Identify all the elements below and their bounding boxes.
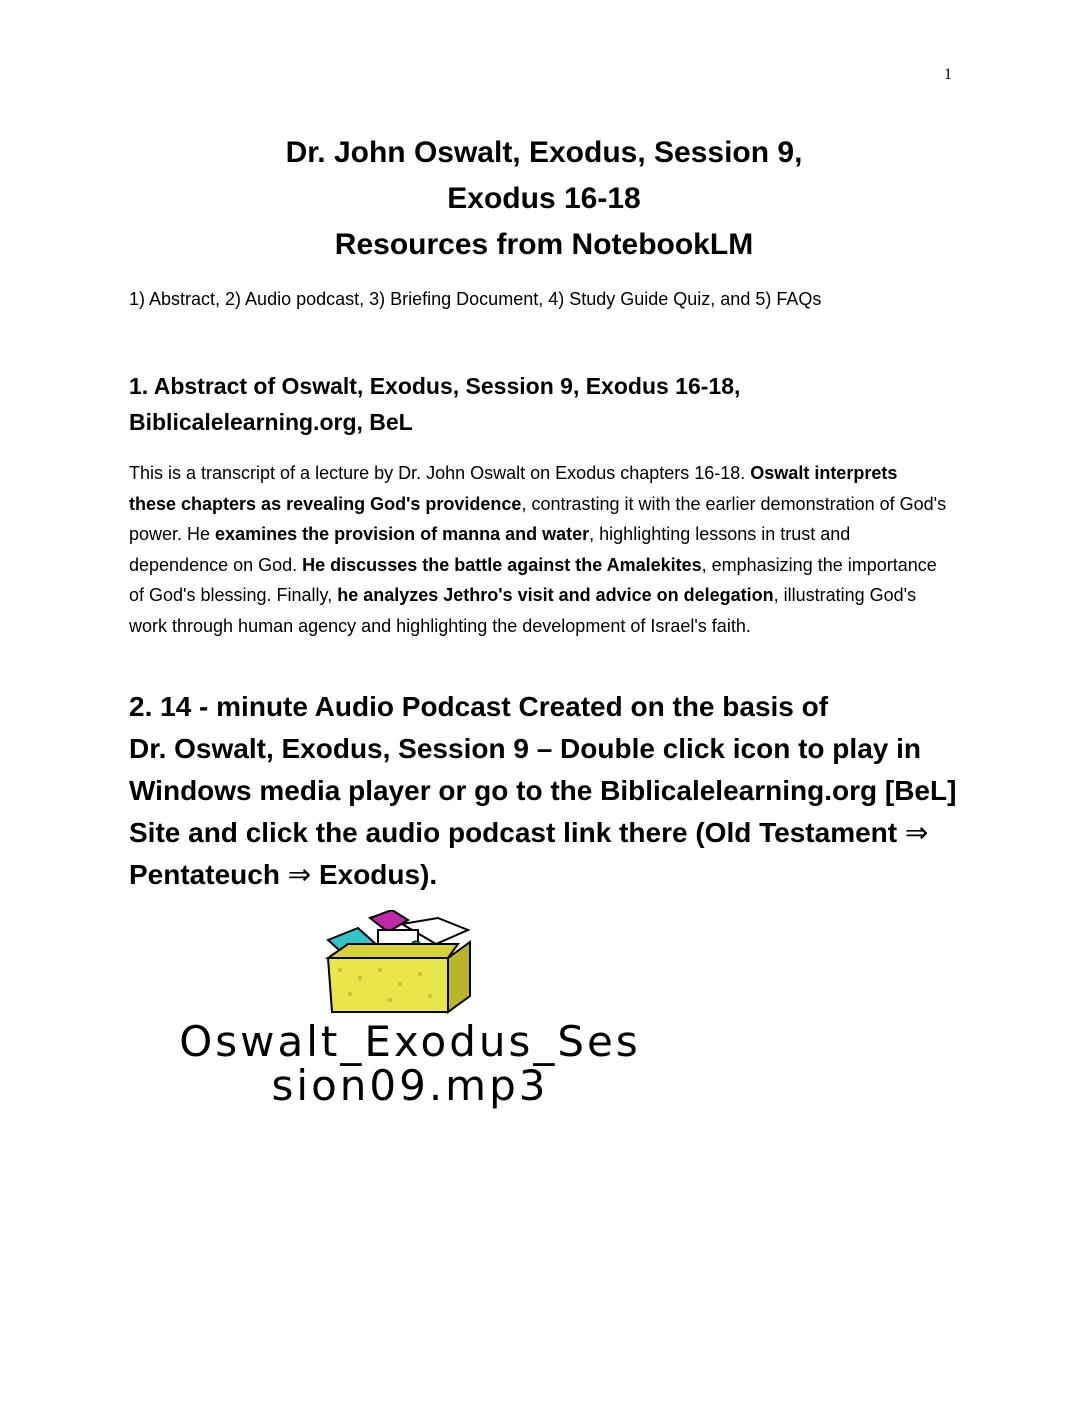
abstract-text: , illustrating God's work through human agency and highlighting the development of Israel's faith. bbox=[129, 585, 917, 636]
abstract-text: , highlighting lessons in trust and dependence on God. bbox=[129, 524, 851, 575]
podcast-heading bbox=[129, 686, 979, 896]
arrow-right-icon: ⇒ bbox=[904, 816, 929, 849]
abstract-text-bold: examines the provision of manna and water bbox=[215, 524, 590, 544]
abstract-text-bold: Oswalt interprets these chapters as revealing God's providence bbox=[129, 463, 898, 514]
abstract-heading bbox=[129, 368, 959, 440]
podcast-heading-part-3: Pentateuch bbox=[129, 859, 288, 890]
abstract-heading-line-1: 1. Abstract of Oswalt, Exodus, Session 9, Exodus 16-18, bbox=[129, 373, 741, 399]
arrow-right-icon: ⇒ bbox=[287, 858, 312, 891]
document-title bbox=[0, 130, 1088, 268]
abstract-text-bold: He discusses the battle against the Amalekites bbox=[302, 554, 702, 575]
abstract-text: , contrasting it with the earlier demonstration of God's power. He bbox=[129, 493, 947, 544]
abstract-text: This is a transcript of a lecture by Dr. John Oswalt on Exodus chapters 16-18. bbox=[129, 463, 751, 483]
filename-line-2: sion09.mp3 bbox=[271, 1061, 549, 1110]
audio-file-link[interactable] bbox=[130, 1017, 690, 1110]
media-package-icon-graphic bbox=[318, 910, 488, 1016]
podcast-heading-part-2: Dr. Oswalt, Exodus, Session 9 – Double click icon to play in Windows media player or go to the Biblicalelearning.org [BeL] Site and click the audio podcast link there (Old Testament bbox=[129, 733, 957, 848]
podcast-heading-part-4: Exodus). bbox=[311, 859, 438, 890]
page-number: 1 bbox=[944, 66, 952, 83]
podcast-heading-part-1: 2. 14 - minute Audio Podcast Created on the basis of bbox=[129, 691, 829, 722]
title-line-3: Resources from NotebookLM bbox=[334, 228, 754, 261]
abstract-text: , emphasizing the importance of God's blessing. Finally, bbox=[129, 554, 937, 605]
filename-line-1: Oswalt_Exodus_Ses bbox=[179, 1017, 641, 1066]
abstract-text-bold: he analyzes Jethro's visit and advice on delegation bbox=[337, 585, 774, 605]
abstract-heading-line-2: Biblicalelearning.org, BeL bbox=[129, 409, 413, 435]
media-package-icon[interactable] bbox=[318, 910, 488, 1016]
title-line-1: Dr. John Oswalt, Exodus, Session 9, bbox=[285, 136, 803, 169]
abstract-paragraph bbox=[129, 458, 949, 641]
title-line-2: Exodus 16-18 bbox=[447, 182, 641, 215]
resource-list: 1) Abstract, 2) Audio podcast, 3) Briefing Document, 4) Study Guide Quiz, and 5) FAQs bbox=[129, 289, 822, 309]
